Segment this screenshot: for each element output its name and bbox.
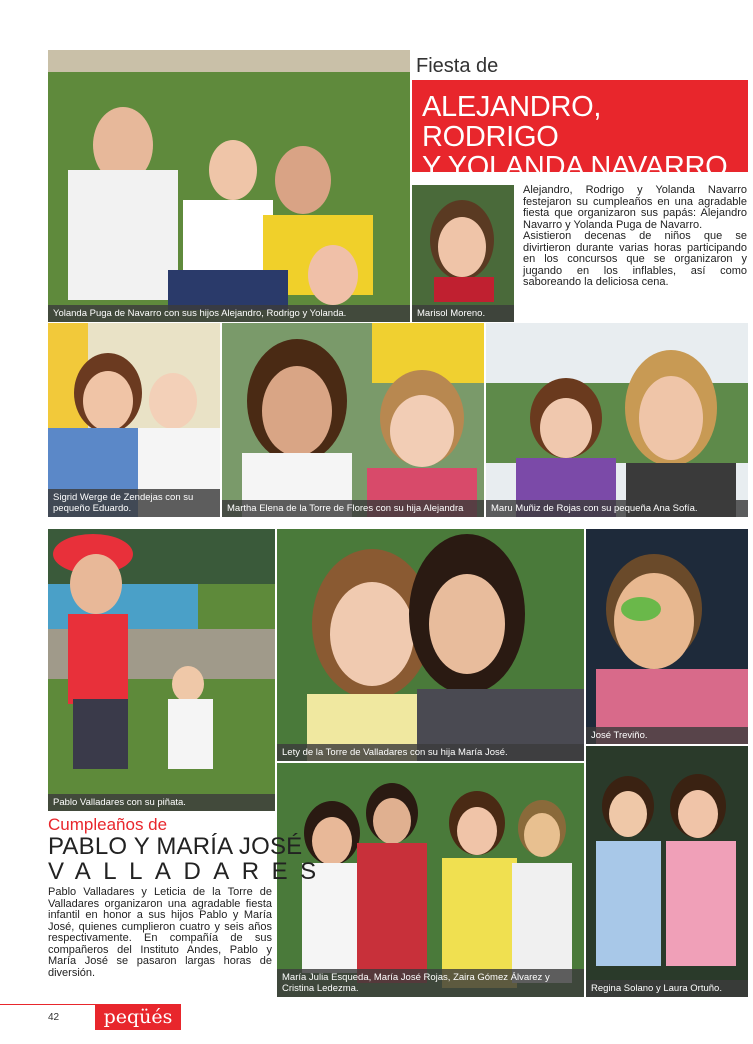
section-kicker: Cumpleaños de bbox=[48, 815, 168, 834]
photo-caption: Yolanda Puga de Navarro con sus hijos Alejandro, Rodrigo y Yolanda. bbox=[48, 305, 410, 322]
photo-caption: Martha Elena de la Torre de Flores con su hija Alejandra bbox=[222, 500, 484, 517]
photo-martha-alejandra-image bbox=[222, 323, 484, 517]
photo-caption: Pablo Valladares con su piñata. bbox=[48, 794, 275, 811]
story-title-banner bbox=[412, 80, 748, 183]
photo-caption: Marisol Moreno. bbox=[412, 305, 514, 322]
photo-caption: Lety de la Torre de Valladares con su hija María José. bbox=[277, 744, 584, 761]
photo-jose-trevino-image bbox=[586, 529, 748, 744]
photo-maru-anasofia-image bbox=[486, 323, 748, 517]
story-paragraph: Alejandro, Rodrigo y Yolanda Navarro festejaron su cumpleaños en una agradable fiesta que organizaron sus papás: Alejandro Navarro y Yolanda Puga de Navarro. bbox=[523, 184, 747, 231]
story-title-line-1: ALEJANDRO, RODRIGO bbox=[422, 91, 602, 153]
section-kicker: Fiesta de bbox=[416, 55, 499, 77]
story-title-surname: VALLADARES bbox=[48, 858, 329, 885]
photo-lety-mariajose-image bbox=[277, 529, 584, 761]
photo-pablo-pinata bbox=[48, 529, 275, 811]
photo-caption: Maru Muñiz de Rojas con su pequeña Ana Sofía. bbox=[486, 500, 748, 517]
story-paragraph: Asistieron decenas de niños que se divirtieron durante varias horas participando en los concursos que se organizaron y jugando en los inflables, así como saboreando la deliciosa cena. bbox=[523, 230, 747, 288]
photo-family-navarro bbox=[48, 50, 410, 322]
photo-marisol bbox=[412, 185, 514, 322]
photo-marisol-image bbox=[412, 185, 514, 322]
page-number: 42 bbox=[48, 1012, 60, 1023]
story-body bbox=[523, 185, 747, 289]
photo-martha-alejandra bbox=[222, 323, 484, 517]
photo-jose-trevino bbox=[586, 529, 748, 744]
footer-rule bbox=[0, 1004, 95, 1005]
story-body bbox=[48, 887, 272, 979]
photo-lety-mariajose bbox=[277, 529, 584, 761]
photo-caption: José Treviño. bbox=[586, 727, 748, 744]
photo-caption: Sigrid Werge de Zendejas con su pequeño Eduardo. bbox=[48, 489, 220, 517]
photo-family-navarro-image bbox=[48, 50, 410, 322]
photo-caption: María Julia Esqueda, María José Rojas, Zaira Gómez Álvarez y Cristina Ledezma. bbox=[277, 969, 584, 997]
photo-pablo-pinata-image bbox=[48, 529, 275, 811]
story-title-names: PABLO Y MARÍA JOSÉ bbox=[48, 833, 303, 860]
photo-regina-laura bbox=[586, 746, 748, 997]
photo-caption: Regina Solano y Laura Ortuño. bbox=[586, 980, 748, 997]
photo-sigrid-eduardo-image bbox=[48, 323, 220, 517]
photo-sigrid-eduardo bbox=[48, 323, 220, 517]
photo-regina-laura-image bbox=[586, 746, 748, 997]
photo-maru-anasofia bbox=[486, 323, 748, 517]
story-title-line-2: Y YOLANDA NAVARRO bbox=[422, 151, 728, 183]
story-paragraph: Pablo Valladares y Leticia de la Torre de Valladares organizaron una agradable fiesta infantil en honor a sus hijos Pablo y María José, quienes cumplieron cuatro y seis años respectivamente. En compañía de sus compañeros del Instituto Andes, Pablo y María José se pasaron largas horas de diversión. bbox=[48, 886, 272, 979]
magazine-logo: peqüés bbox=[95, 1004, 181, 1030]
